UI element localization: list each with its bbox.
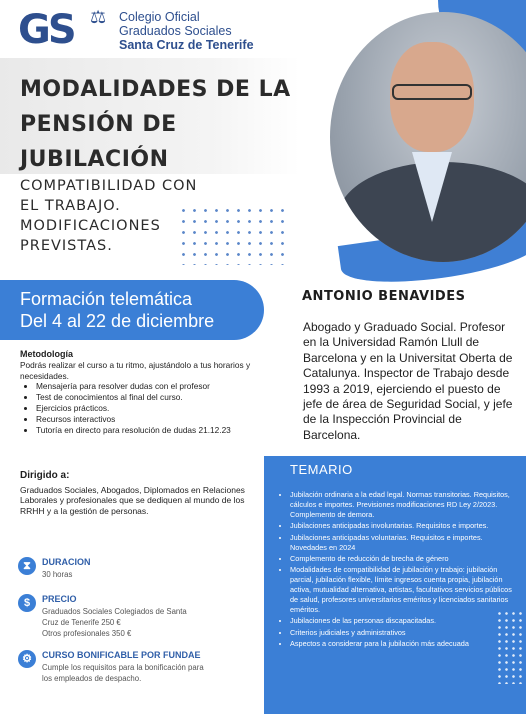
metodologia-heading: Metodología [20, 349, 73, 359]
org-name-line2: Graduados Sociales [119, 24, 232, 38]
dollar-icon: $ [18, 594, 36, 612]
photo-glasses [392, 84, 472, 100]
speaker-name: ANTONIO BENAVIDES [302, 289, 466, 304]
list-item: • Mensajería para resolver dudas con el profesor [36, 381, 290, 392]
format-dates: Del 4 al 22 de diciembre [20, 311, 215, 331]
format-banner [0, 280, 264, 340]
list-item: • Criterios judiciales y administrativos [290, 628, 518, 638]
bonificable-details [42, 662, 204, 684]
title-line: PENSIÓN DE [20, 112, 177, 137]
title-line: JUBILACIÓN [20, 147, 169, 172]
subtitle-line: COMPATIBILIDAD CON [20, 178, 198, 194]
dirigido-section [20, 471, 260, 516]
precio-line: Graduados Sociales Colegiados de Santa [42, 607, 187, 616]
dirigido-heading: Dirigido a: [20, 470, 70, 481]
subtitle-line: MODIFICACIONES [20, 218, 161, 234]
bonificable-line: los empleados de despacho. [42, 674, 142, 683]
speaker-bio: Abogado y Graduado Social. Profesor en la Universidad Ramón Llull de Barcelona y en la Universitat Oberta de Catalunya. Inspector de Trabajo desde 1993 a 2019, ejerciendo el puesto de jefe de área de Seguridad Social, y jefe de la Inspección Provincial de Barcelona. [303, 320, 513, 442]
temario-list [290, 490, 518, 651]
bonificable-heading: CURSO BONIFICABLE POR FUNDAE [42, 650, 201, 660]
gear-icon: ⚙ [18, 650, 36, 668]
list-item: • Recursos interactivos [36, 414, 290, 425]
course-title [20, 72, 295, 177]
list-item: • Jubilación ordinaria a la edad legal. Normas transitorias. Requisitos, cálculos e importes. Previsiones modificaciones RD Ley 2/2023. Complemento de demora. [290, 490, 518, 520]
title-line: MODALIDADES DE LA [20, 77, 291, 102]
logo-mark: GS [18, 7, 74, 53]
temario-heading: TEMARIO [290, 462, 353, 477]
duracion-value: 30 horas [42, 570, 73, 579]
temario-panel [264, 456, 526, 714]
precio-line: Otros profesionales 350 € [42, 629, 132, 638]
list-item: • Jubilaciones anticipadas voluntarias. Requisitos e importes. Novedades en 2024 [290, 533, 518, 553]
org-name [119, 10, 299, 52]
temario-dot-pattern [496, 610, 522, 684]
list-item: • Modalidades de compatibilidad de jubilación y trabajo: jubilación parcial, jubilación flexible, límite ingresos cuenta propia, jubilación activa, mutualidad alternativa, artistas, facultativos servicios públicos de salud, profesores universitarios eméritos y licenciados sanitarios eméritos. [290, 565, 518, 615]
list-item: • Tutoría en directo para resolución de dudas 21.12.23 [36, 425, 290, 436]
subtitle-line: PREVISTAS. [20, 238, 113, 254]
metodologia-section [20, 349, 290, 435]
metodologia-list [36, 381, 290, 435]
scales-icon: ⚖ [90, 7, 107, 28]
precio-details [42, 606, 187, 639]
list-item: • Test de conocimientos al final del curso. [36, 392, 290, 403]
precio-heading: PRECIO [42, 594, 77, 604]
list-item: • Ejercicios prácticos. [36, 403, 290, 414]
duracion-heading: DURACION [42, 557, 91, 567]
dot-pattern [178, 205, 288, 265]
list-item: • Aspectos a considerar para la jubilación más adecuada [290, 639, 518, 649]
bonificable-line: Cumple los requisitos para la bonificación para [42, 663, 204, 672]
list-item: • Jubilaciones anticipadas involuntarias. Requisitos e importes. [290, 521, 518, 531]
org-name-line3: Santa Cruz de Tenerife [119, 38, 254, 52]
speaker-photo [330, 12, 526, 262]
list-item: • Jubilaciones de las personas discapacitadas. [290, 616, 518, 626]
format-mode: Formación telemática [20, 289, 193, 309]
subtitle-line: EL TRABAJO. [20, 198, 121, 214]
dirigido-text: Graduados Sociales, Abogados, Diplomados en Relaciones Laborales y profesionales que se dediquen al mundo de los RRHH y a la gestión de personas. [20, 484, 245, 516]
hourglass-icon: ⧗ [18, 557, 36, 575]
metodologia-intro: Podrás realizar el curso a tu ritmo, ajustándolo a tus horarios y necesidades. [20, 359, 251, 381]
bonificable-block [18, 650, 258, 686]
precio-block [18, 594, 258, 642]
precio-line: Cruz de Tenerife 250 € [42, 618, 121, 627]
org-name-line1: Colegio Oficial [119, 10, 200, 24]
list-item: • Complemento de reducción de brecha de género [290, 554, 518, 564]
duracion-block [18, 557, 258, 585]
